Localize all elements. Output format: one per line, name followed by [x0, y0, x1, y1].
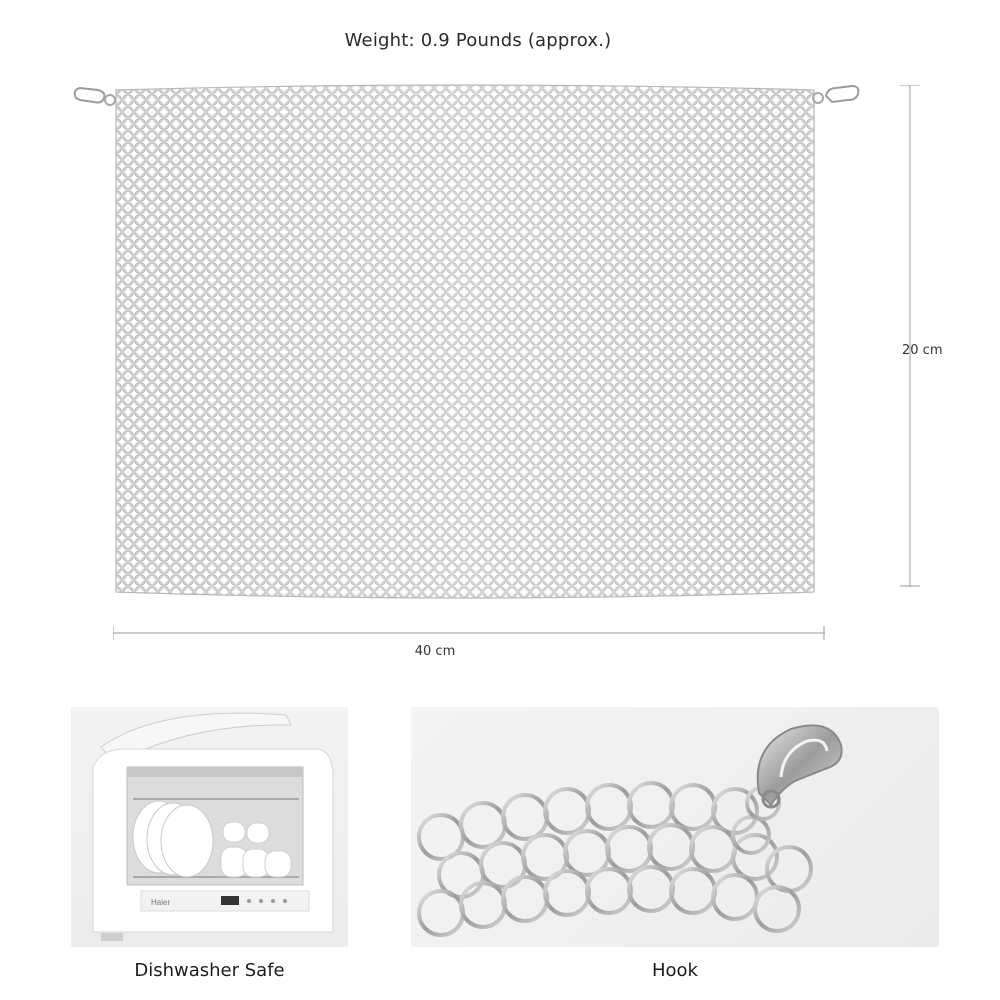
hook-icon	[68, 82, 118, 112]
brand-logo-text: Haier	[151, 898, 171, 907]
hook-closeup-photo	[411, 707, 939, 947]
height-label: 20 cm	[902, 343, 943, 358]
width-dimension-line	[113, 622, 825, 642]
dishwasher-icon	[71, 707, 348, 947]
caption-hook: Hook	[652, 960, 698, 981]
dishwasher-photo	[71, 707, 348, 947]
weight-label: Weight: 0.9 Pounds (approx.)	[344, 30, 612, 51]
chainmail-scrubber-image	[110, 82, 820, 600]
height-dimension-line	[890, 85, 920, 587]
hook-icon	[808, 78, 864, 112]
caption-dishwasher-safe: Dishwasher Safe	[134, 960, 285, 981]
hook-closeup-icon	[411, 707, 939, 947]
width-label: 40 cm	[414, 644, 456, 659]
